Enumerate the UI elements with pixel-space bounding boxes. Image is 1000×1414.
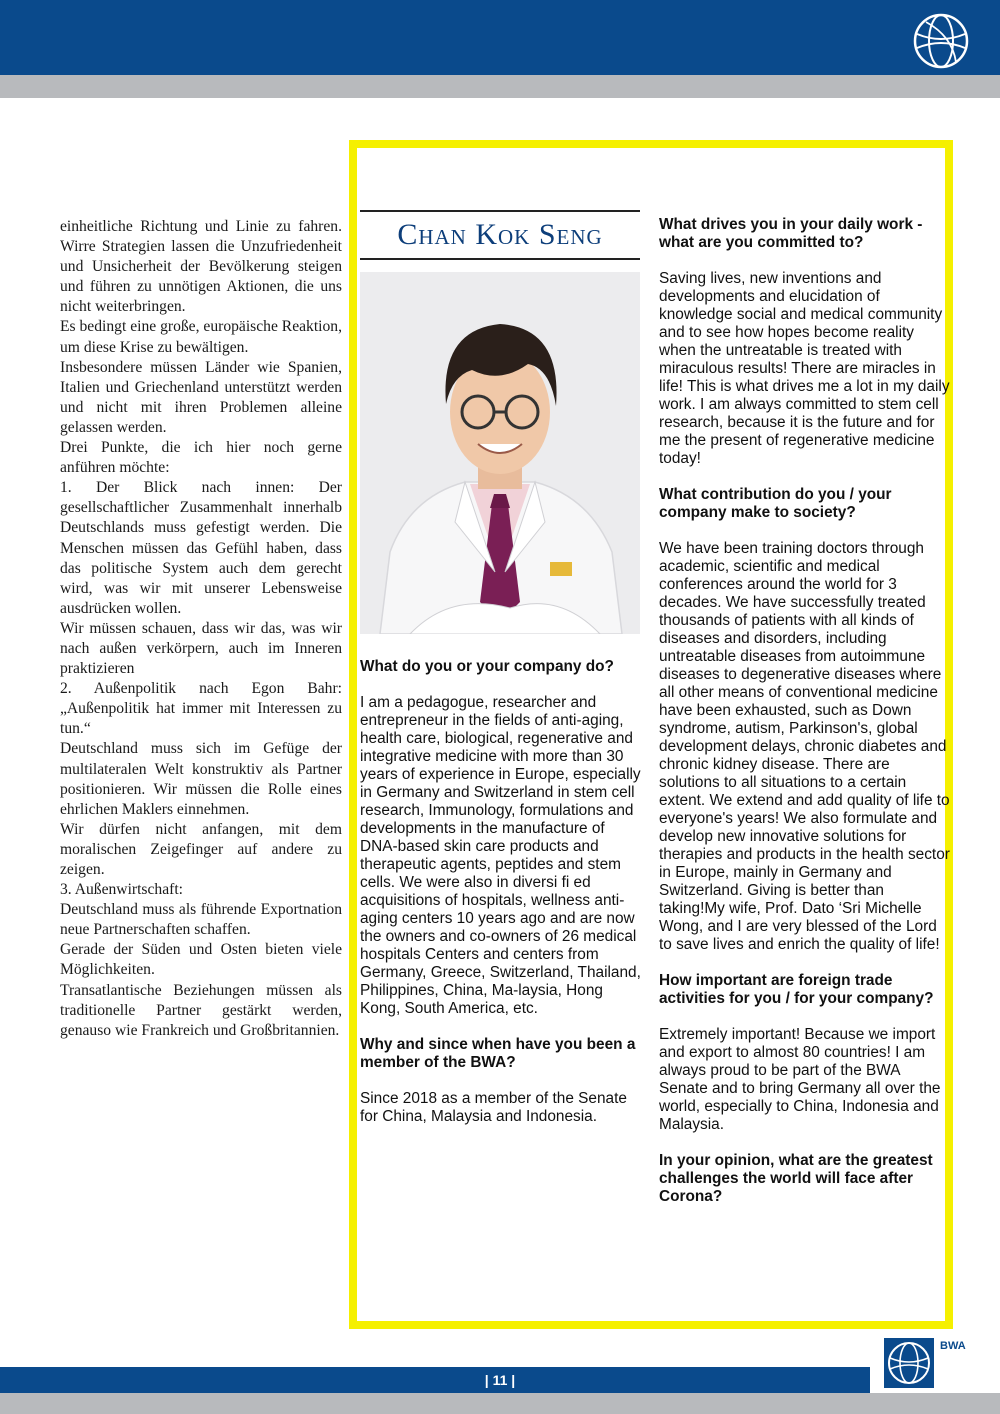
interview-answer: We have been training doctors through academic, scientific and medical conferences around the world for 3 decades. We have successfully treated thousands of patients with all kinds of diseases and disorders, including untreatable diseases from autoimmune diseases to degenerative diseases where all other means of conventional medicine have been exhausted, such as Down syndrome, autism, Parkinson's, global development delays, chronic diabetes and chronic kidney disease. There are solutions to all situations to a certain extent. We extend and add quality of life to everyone's years! We also formulate and develop new innovative solutions for therapies and products in the health sector in Europe, mainly in Germany and Switzerland. Giving is better than taking!My wife, Prof. Dato ‘Sri Michelle Wong, and I are very blessed of the Lord to save lives and enrich the quality of life! [659, 540, 950, 953]
article-paragraph: Deutschland muss sich im Gefüge der multilateralen Welt konstruktiv als Partner positionieren. Wir müssen die Rolle eines ehrlichen Maklers einnehmen. [60, 740, 342, 818]
footer-stripe [0, 1393, 1000, 1414]
article-paragraph: einheitliche Richtung und Linie zu fahren. Wirre Strategien lassen die Unzufriedenheit und Unsicherheit der Bevölkerung steigen und führen zu unnötigen Aktionen, die uns nicht weiterbringen. [60, 218, 342, 316]
portrait-photo [360, 272, 640, 634]
page-number: | 11 | [484, 1372, 516, 1388]
article-paragraph: Es bedingt eine große, europäische Reaktion, um diese Krise zu bewältigen. [60, 318, 342, 356]
header-bar [0, 0, 1000, 75]
article-paragraph: Insbesondere müssen Länder wie Spanien, Italien und Griechenland unterstützt werden und nicht mit ihren Problemen alleine gelassen werden. [60, 358, 342, 436]
bwa-label: BWA [940, 1340, 966, 1352]
article-paragraph: 1. Der Blick nach innen: Der gesellschaftlicher Zusammenhalt innerhalb Deutschlands muss gefestigt werden. Die Menschen müssen das Gefühl haben, dass das politische System auch dem gerecht wird, was wir mit unserer Lebensweise ausdrücken wollen. [60, 479, 342, 617]
article-paragraph: 2. Außenpolitik nach Egon Bahr: „Außenpolitik hat immer mit Interessen zu tun.“ [60, 680, 342, 738]
profile-name: Chan Kok Seng [397, 218, 603, 251]
article-paragraph: Transatlantische Beziehungen müssen als traditionelle Partner gestärkt werden, genauso wie Frankreich und Großbritannien. [60, 981, 342, 1039]
interview-question: Why and since when have you been a member of the BWA? [360, 1036, 636, 1071]
header-stripe [0, 75, 1000, 98]
interview-question: In your opinion, what are the greatest challenges the world will face after Corona? [659, 1152, 933, 1205]
interview-column-middle [360, 658, 646, 1144]
interview-answer: Since 2018 as a member of the Senate for China, Malaysia and Indonesia. [360, 1090, 627, 1125]
interview-answer: Saving lives, new inventions and developments and elucidation of knowledge social and medical community and to see how hopes become reality when the untreatable is treated with miraculous results! There are miracles in life! This is what drives me a lot in my daily work. I am always committed to stem cell research, because it is the future and for me the present of regenerative medicine today! [659, 270, 950, 467]
interview-question: What drives you in your daily work - what are you committed to? [659, 216, 923, 251]
interview-answer: I am a pedagogue, researcher and entrepreneur in the fields of anti-aging, health care, biological, regenerative and integrative medicine with more than 30 years of experience in Europe, especially in Germany and Switzerland in stem cell research, Immunology, formulations and developments in the manufacture of DNA-based skin care products and therapeutic agents, peptides and stem cells. We were also in diversi fi ed acquisitions of hospitals, wellness anti-aging centers 10 years ago and are now the owners and co-owners of 26 medical hospitals Centers and centers from Germany, Greece, Switzerland, Thailand, Philippines, China, Ma-laysia, Hong Kong, South America, etc. [360, 694, 641, 1017]
footer-bar [0, 1367, 870, 1393]
profile-name-block [360, 210, 640, 260]
globe-logo-icon [912, 12, 970, 70]
article-paragraph: Drei Punkte, die ich hier noch gerne anführen möchte: [60, 439, 342, 477]
article-paragraph: 3. Außenwirtschaft: [60, 881, 183, 899]
interview-answer: Extremely important! Because we import and export to almost 80 countries! I am always proud to be part of the BWA Senate and to bring Germany all over the world, especially to China, Indonesia and Malaysia. [659, 1026, 941, 1133]
article-paragraph: Wir dürfen nicht anfangen, mit dem moralischen Zeigefinger auf andere zu zeigen. [60, 820, 342, 878]
globe-logo-icon [884, 1338, 934, 1388]
interview-question: What contribution do you / your company make to society? [659, 486, 892, 521]
interview-question: How important are foreign trade activities for you / for your company? [659, 972, 934, 1007]
interview-question: What do you or your company do? [360, 658, 614, 675]
left-article-column [60, 217, 342, 1041]
article-paragraph: Wir müssen schauen, dass wir das, was wir nach außen verkörpern, auch im Inneren praktizieren [60, 619, 342, 678]
article-paragraph: Deutschland muss als führende Exportnation neue Partnerschaften schaffen. [60, 901, 342, 939]
interview-column-right [659, 216, 951, 1224]
article-paragraph: Gerade der Süden und Osten bieten viele Möglichkeiten. [60, 941, 342, 979]
